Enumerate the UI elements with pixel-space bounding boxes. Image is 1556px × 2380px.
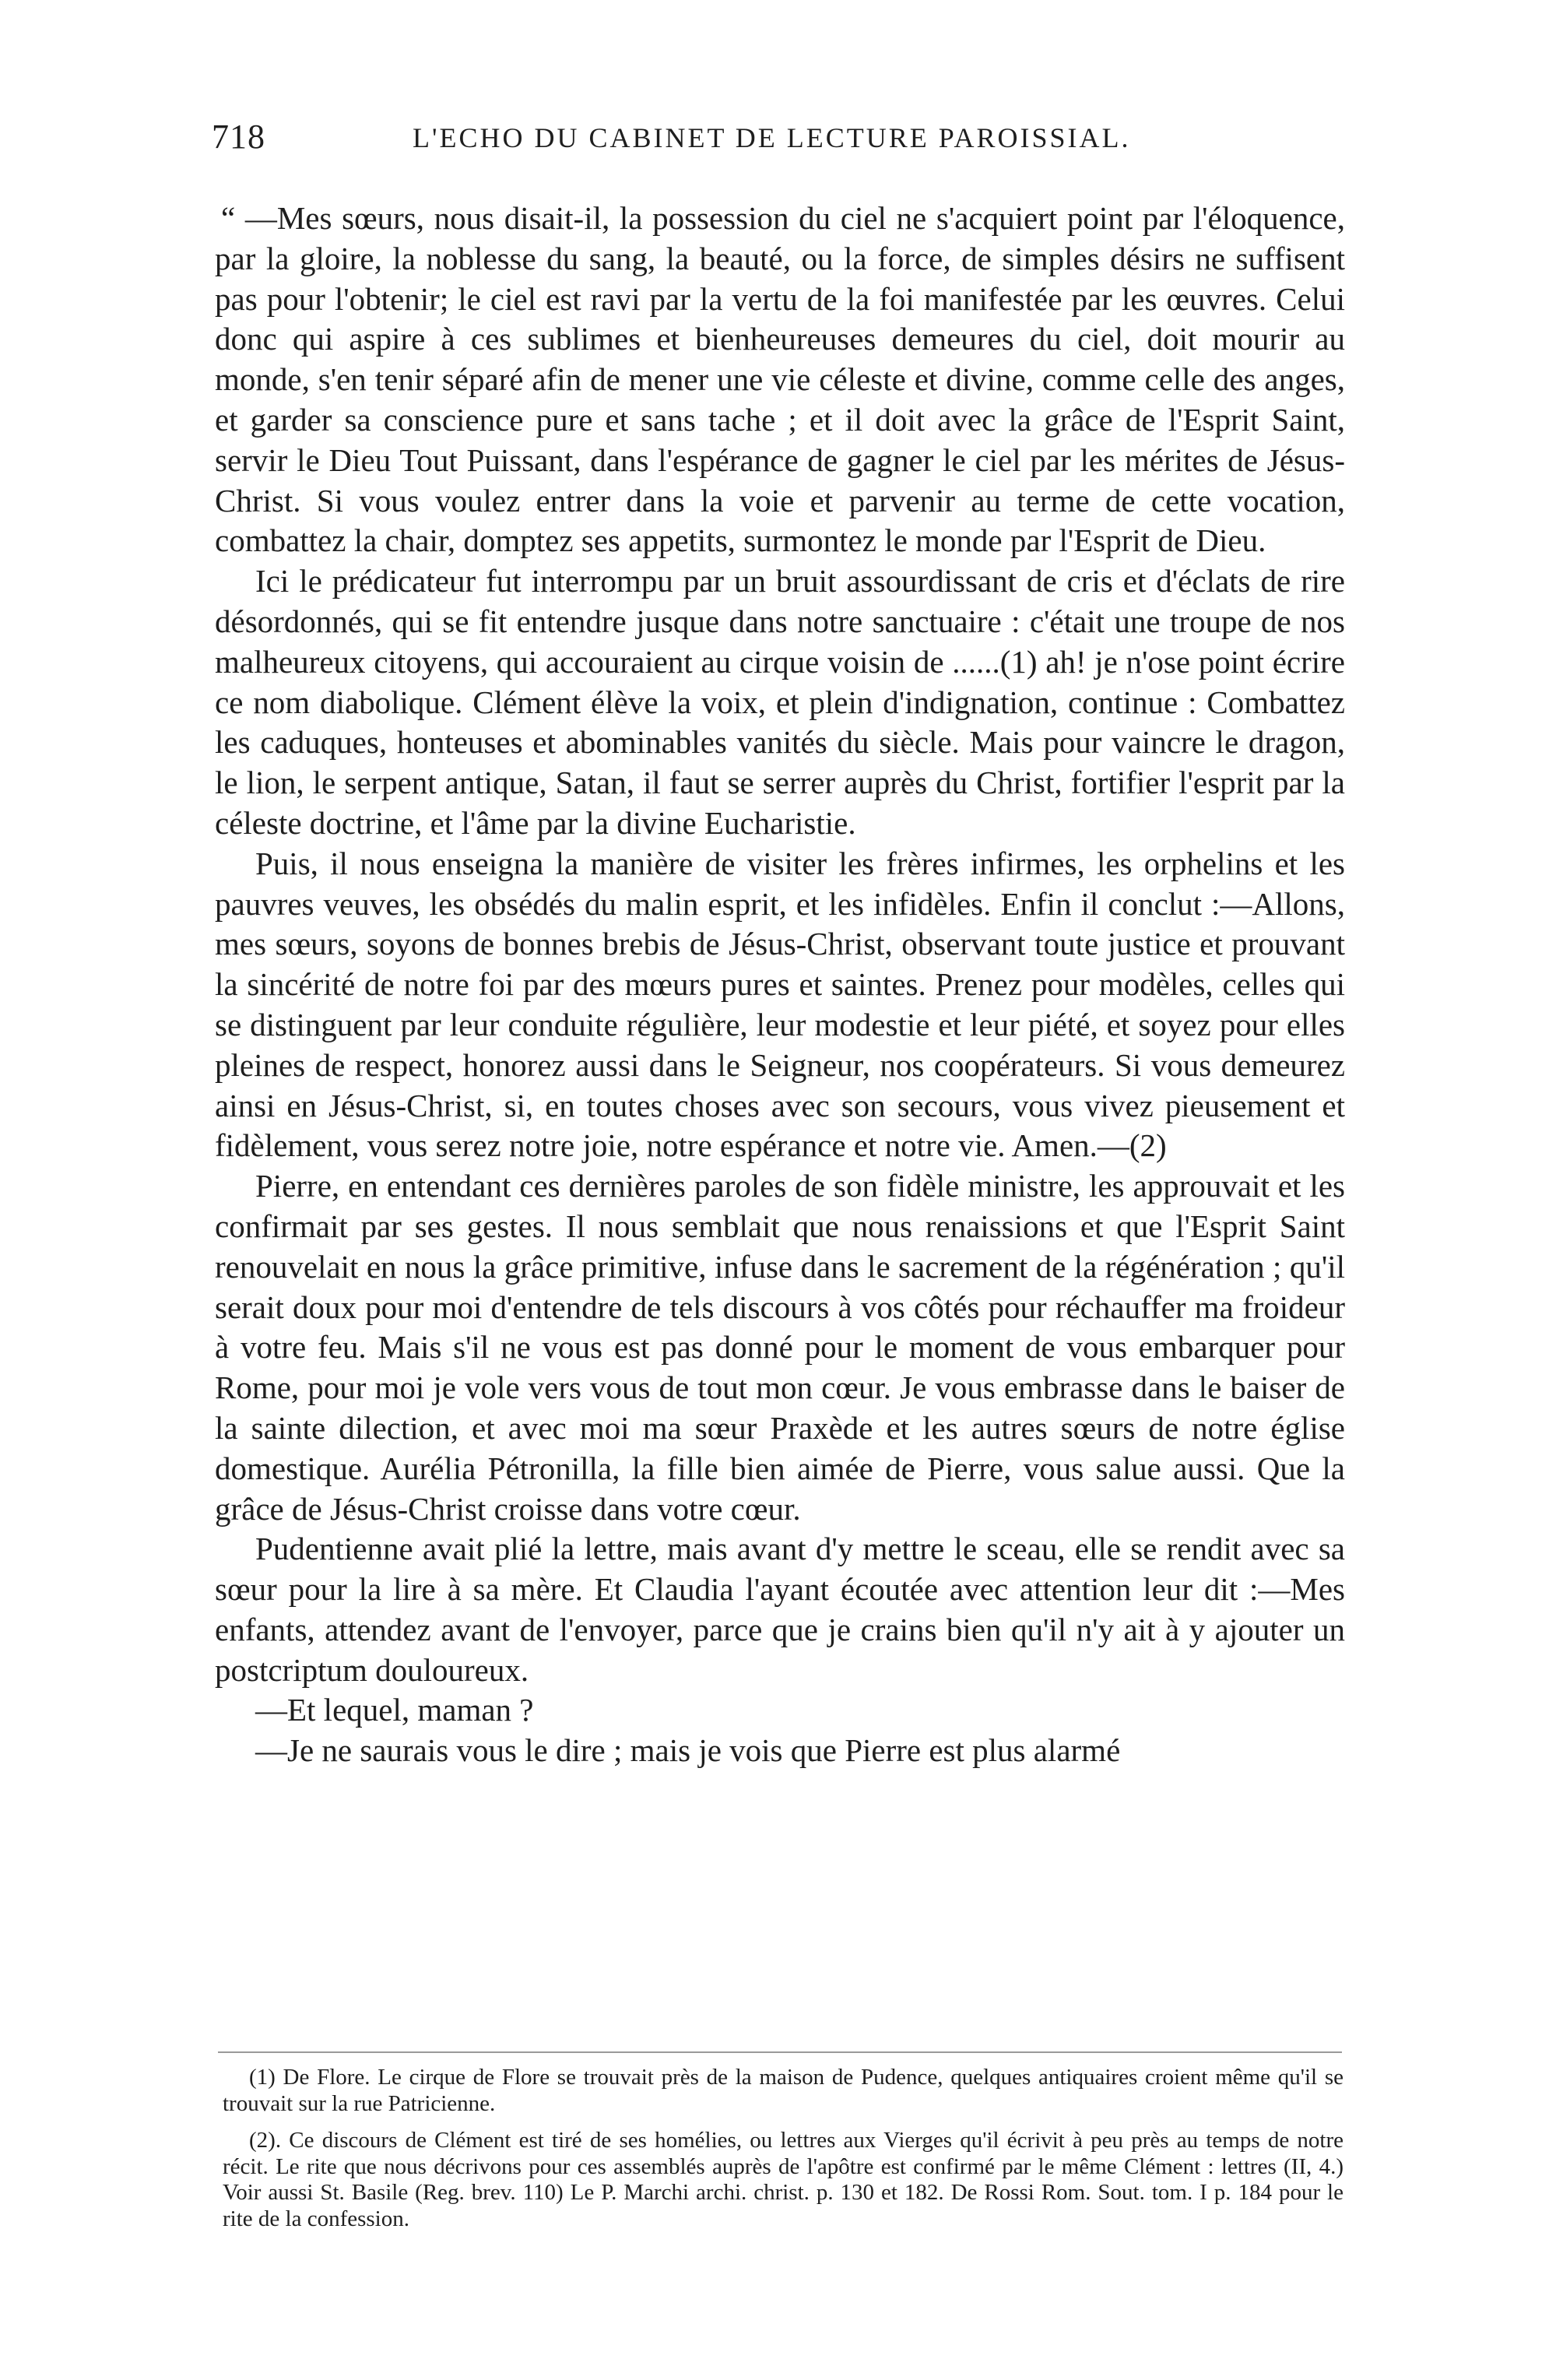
page-number: 718 — [212, 118, 265, 156]
paragraph-pierre: Pierre, en entendant ces dernières paroles de son fidèle ministre, les approuvait et les confirmait par ses gestes. Il nous semblait que nous renaissions et que l'Esprit Saint renouvelait en nous la grâce primitive, infuse dans le sacrement de la régénération ; qu'il serait doux pour moi d'entendre de tels discours à vos côtés pour réchauffer ma froideur à votre feu. Mais s'il ne vous est pas donné pour le moment de vous embarquer pour Rome, pour moi je vole vers vous de tout mon cœur. Je vous embrasse dans le baiser de la sainte dilection, et avec moi ma sœur Praxède et les autres sœurs de notre église domestique. Aurélia Pétronilla, la fille bien aimée de Pierre, vous salue aussi. Que la grâce de Jésus-Christ croisse dans votre cœur. — [215, 1168, 1345, 1527]
footnote-1: (1) De Flore. Le cirque de Flore se trouvait près de la maison de Pudence, quelques antiquaires croient même qu'il se trouvait sur la rue Patricienne. — [223, 2065, 1343, 2116]
running-title: L'ECHO DU CABINET DE LECTURE PAROISSIAL. — [413, 122, 1131, 153]
footnotes — [223, 2065, 1343, 2243]
paragraph-answer: —Je ne saurais vous le dire ; mais je vois que Pierre est plus alarmé — [255, 1732, 1121, 1769]
paragraph-pudentienne: Pudentienne avait plié la lettre, mais avant d'y mettre le sceau, elle se rendit avec sa sœur pour la lire à sa mère. Et Claudia l'ayant écoutée avec attention leur dit :—Mes enfants, attendez avant de l'envoyer, parce que je crains bien qu'il n'y ait à y ajouter un postcriptum douloureux. — [215, 1531, 1345, 1688]
paragraph-sermon: “ —Mes sœurs, nous disait-il, la possession du ciel ne s'acquiert point par l'éloquence, par la gloire, la noblesse du sang, la beauté, ou la force, de simples désirs ne suffisent pas pour l'obtenir; le ciel est ravi par la vertu de la foi manifestée par les œuvres. Celui donc qui aspire à ces sublimes et bienheureuses demeures du ciel, doit mourir au monde, s'en tenir séparé afin de mener une vie céleste et divine, comme celle des anges, et garder sa conscience pure et sans tache ; et il doit avec la grâce de l'Esprit Saint, servir le Dieu Tout Puissant, dans l'espérance de gagner le ciel par les mérites de Jésus-Christ. Si vous voulez entrer dans la voie et parvenir au terme de cette vocation, combattez la chair, domptez ses appetits, surmontez le monde par l'Esprit de Dieu. — [215, 200, 1345, 559]
footnote-divider — [218, 2051, 1342, 2053]
paragraph-conclusion: Puis, il nous enseigna la manière de visiter les frères infirmes, les orphelins et les pauvres veuves, les obsédés du malin esprit, et les infidèles. Enfin il conclut :—Allons, mes sœurs, soyons de bonnes brebis de Jésus-Christ, observant toute justice et prouvant la sincérité de notre foi par des mœurs pures et saintes. Prenez pour modèles, celles qui se distinguent par leur conduite régulière, leur modestie et leur piété, et soyez pour elles pleines de respect, honorez aussi dans le Seigneur, nos coopérateurs. Si vous demeurez ainsi en Jésus-Christ, si, en toutes choses avec son secours, vous vivez pieusement et fidèlement, vous serez notre joie, notre espérance et notre vie. Amen.—(2) — [215, 845, 1345, 1164]
footnote-2: (2). Ce discours de Clément est tiré de ses homélies, ou lettres aux Vierges qu'il écrivit à peu près au temps de notre récit. Le rite que nous décrivons pour ces assemblés auprès de l'apôtre est confirmé par le même Clément : lettres (II, 4.) Voir aussi St. Basile (Reg. brev. 110) Le P. Marchi archi. christ. p. 130 et 182. De Rossi Rom. Sout. tom. I p. 184 pour le rite de la confession. — [223, 2128, 1343, 2231]
main-text — [215, 199, 1345, 1771]
paragraph-question: —Et lequel, maman ? — [255, 1692, 534, 1728]
page-header — [212, 117, 1348, 163]
paragraph-interruption: Ici le prédicateur fut interrompu par un bruit assourdissant de cris et d'éclats de rire désordonnés, qui se fit entendre jusque dans notre sanctuaire : c'était une troupe de nos malheureux citoyens, qui accouraient au cirque voisin de ......(1) ah! je n'ose point écrire ce nom diabolique. Clément élève la voix, et plein d'indignation, continue : Combattez les caduques, honteuses et abominables vanités du siècle. Mais pour vaincre le dragon, le lion, le serpent antique, Satan, il faut se serrer auprès du Christ, fortifier l'esprit par la céleste doctrine, et l'âme par la divine Eucharistie. — [215, 563, 1345, 841]
